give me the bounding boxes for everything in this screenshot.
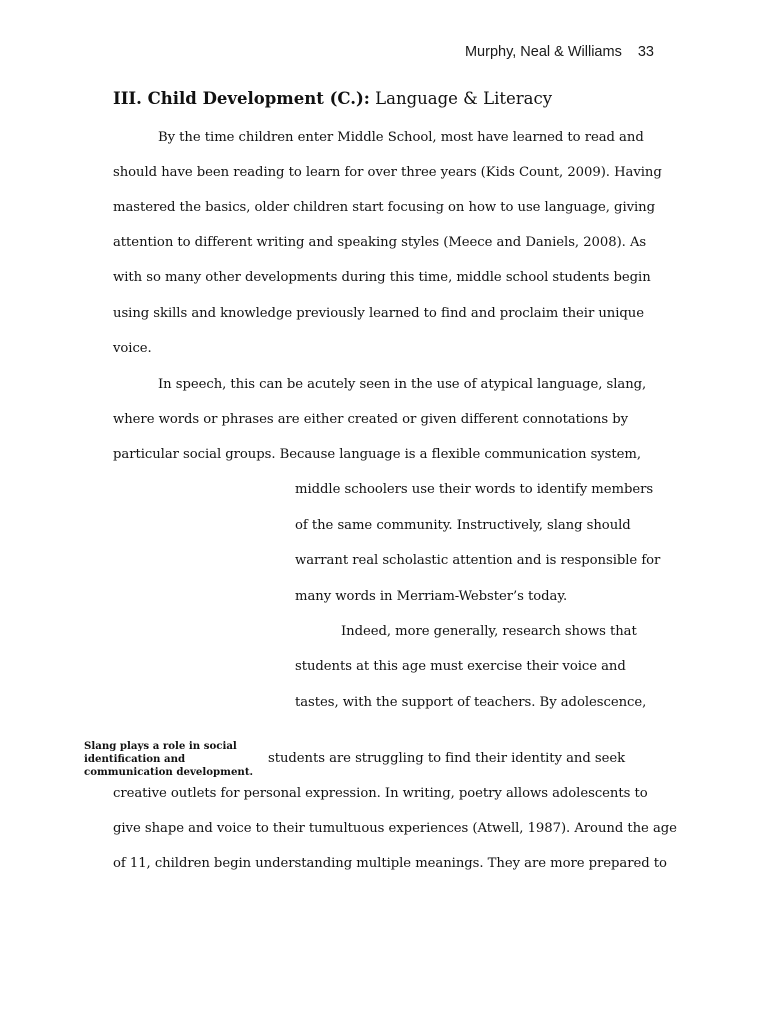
body-line: middle schoolers use their words to identify members bbox=[295, 482, 654, 497]
page-header bbox=[465, 44, 654, 60]
body-line: with so many other developments during this time, middle school students begin bbox=[113, 270, 651, 285]
body-line: of 11, children begin understanding multiple meanings. They are more prepared to bbox=[113, 856, 667, 871]
body-line: mastered the basics, older children start focusing on how to use language, giving bbox=[113, 200, 656, 215]
caption-line: identification and bbox=[84, 753, 186, 765]
section-heading-title: Language & Literacy bbox=[375, 89, 553, 108]
body-line: using skills and knowledge previously learned to find and proclaim their unique bbox=[113, 306, 644, 321]
body-line: where words or phrases are either created or given different connotations by bbox=[113, 412, 629, 427]
body-line: students at this age must exercise their voice and bbox=[295, 659, 626, 674]
body-line: many words in Merriam-Webster’s today. bbox=[295, 589, 568, 604]
caption-line: communication development. bbox=[84, 766, 254, 778]
caption-line: Slang plays a role in social bbox=[84, 740, 237, 752]
body-line: In speech, this can be acutely seen in the use of atypical language, slang, bbox=[158, 377, 647, 392]
body-line: By the time children enter Middle School, most have learned to read and bbox=[158, 130, 644, 145]
body-line: attention to different writing and speaking styles (Meece and Daniels, 2008). As bbox=[113, 235, 647, 250]
body-line: give shape and voice to their tumultuous experiences (Atwell, 1987). Around the age bbox=[113, 821, 677, 836]
section-heading-number: III. Child Development (C.): bbox=[113, 89, 370, 108]
body-line: should have been reading to learn for over three years (Kids Count, 2009). Having bbox=[113, 165, 662, 180]
body-line: students are struggling to find their identity and seek bbox=[268, 751, 626, 766]
body-line: warrant real scholastic attention and is responsible for bbox=[295, 553, 661, 568]
page-number: 33 bbox=[637, 44, 654, 60]
margin-caption bbox=[84, 740, 264, 779]
body-line: of the same community. Instructively, slang should bbox=[295, 518, 631, 533]
body-line: Indeed, more generally, research shows that bbox=[341, 624, 637, 639]
header-authors: Murphy, Neal & Williams bbox=[464, 44, 622, 60]
body-line: voice. bbox=[113, 341, 152, 356]
section-heading bbox=[113, 89, 552, 108]
body-line: tastes, with the support of teachers. By adolescence, bbox=[295, 695, 647, 710]
body-line: creative outlets for personal expression. In writing, poetry allows adolescents to bbox=[113, 786, 648, 801]
body-line: particular social groups. Because language is a flexible communication system, bbox=[113, 447, 642, 462]
